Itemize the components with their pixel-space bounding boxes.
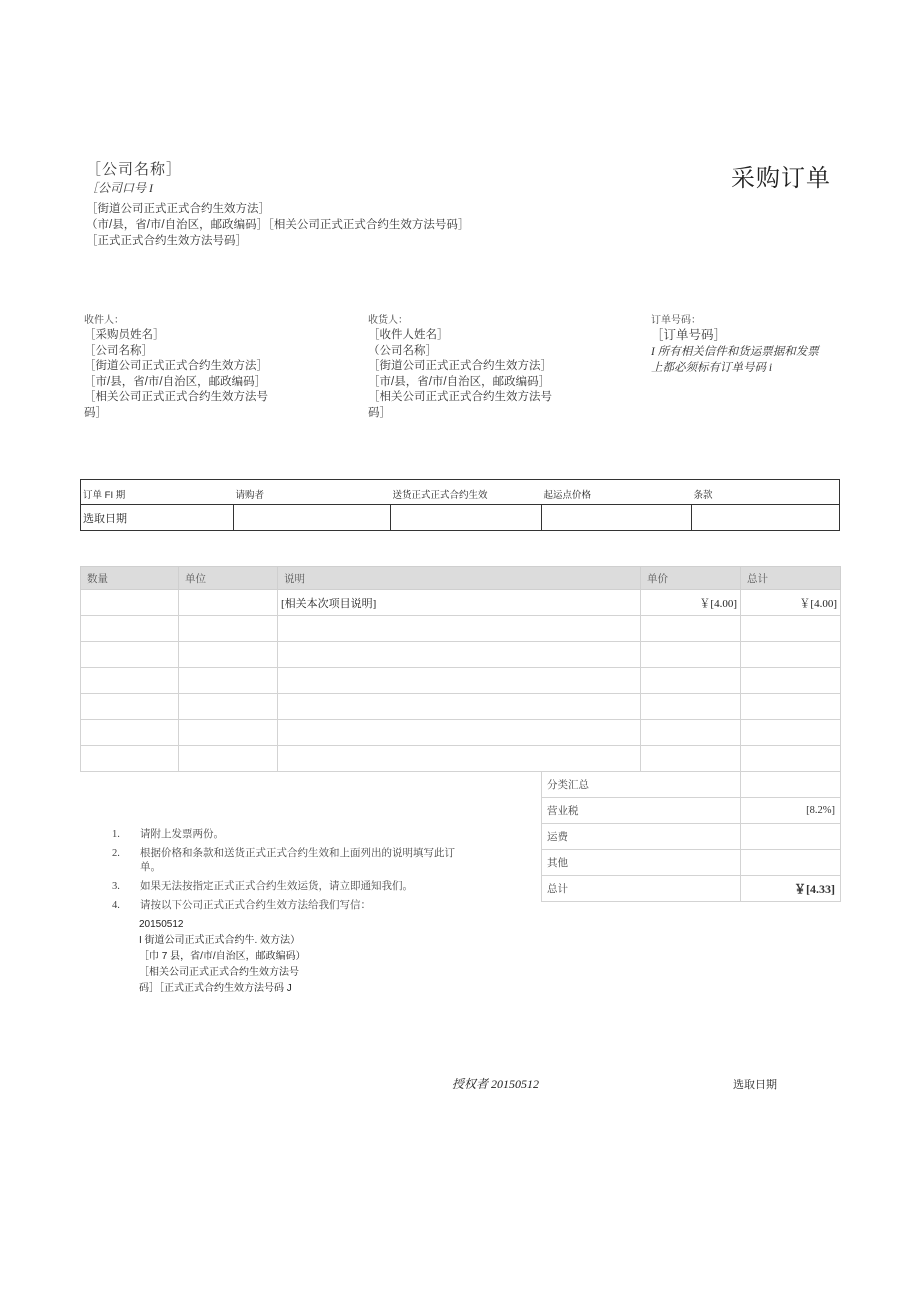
note-text: 请按以下公司正式正式合约生效方法给我们写信： xyxy=(140,900,371,911)
description-cell[interactable] xyxy=(278,668,641,694)
unit-cell[interactable] xyxy=(179,668,278,694)
list-item xyxy=(112,847,472,875)
document-title: 采购订单 xyxy=(731,165,831,192)
unit-price-cell[interactable] xyxy=(641,668,741,694)
header-terms: 条款 xyxy=(692,480,840,505)
unit-price-cell[interactable]: ￥[4.00] xyxy=(641,590,741,616)
quantity-cell[interactable] xyxy=(81,642,179,668)
summary-row-other xyxy=(542,850,841,876)
company-address xyxy=(86,201,469,249)
other-value[interactable] xyxy=(741,850,841,876)
description-cell[interactable] xyxy=(278,746,641,772)
shipping-label: 运费 xyxy=(542,824,741,850)
total-cell[interactable]: ￥[4.00] xyxy=(741,590,841,616)
summary-row-total xyxy=(542,876,841,902)
recipient-label: 收件人： xyxy=(84,315,124,326)
list-item xyxy=(112,880,472,894)
subtotal-value[interactable] xyxy=(741,772,841,798)
order-number-value: ［订单号码］ xyxy=(651,328,727,342)
ship-to-line: ［相关公司正式正式合约生效方法号 xyxy=(368,391,552,403)
order-info-table xyxy=(80,479,840,531)
company-slogan: ［公司口号 I xyxy=(86,181,153,195)
description-cell[interactable] xyxy=(278,720,641,746)
notes-list xyxy=(112,828,472,918)
mailing-address-line: 码］［正式正式合约生效方法号码 J xyxy=(139,983,292,994)
header-fob-price: 起运点价格 xyxy=(542,480,692,505)
unit-cell[interactable] xyxy=(179,694,278,720)
recipient-line: ［市/县，省/市/自治区，邮政编码］ xyxy=(84,375,267,388)
note-number: 3. xyxy=(112,881,120,892)
signature-date[interactable]: 选取日期 xyxy=(733,1079,777,1091)
other-label: 其他 xyxy=(542,850,741,876)
order-date-value[interactable]: 选取日期 xyxy=(81,505,234,531)
header-description: 说明 xyxy=(278,567,641,590)
order-number-note: 上都必须标有订单号码 i xyxy=(651,361,773,374)
quantity-cell[interactable] xyxy=(81,746,179,772)
address-line: ［正式正式合约生效方法号码］ xyxy=(86,235,247,247)
table-row xyxy=(81,616,841,642)
address-line: ［街道公司正式正式合约生效方法］ xyxy=(86,203,270,215)
unit-price-cell[interactable] xyxy=(641,642,741,668)
quantity-cell[interactable] xyxy=(81,590,179,616)
company-name: ［公司名称］ xyxy=(86,162,183,178)
total-value[interactable]: ￥[4.33] xyxy=(741,876,841,902)
recipient-line: ［街道公司正式正式合约生效方法］ xyxy=(84,360,268,372)
address-line: （市/县，省/市/自治区，邮政编码］［相关公司正式正式合约生效方法号码］ xyxy=(86,219,470,231)
list-item xyxy=(112,828,472,842)
ship-to-line: ［市/县，省/市/自治区，邮政编码］ xyxy=(368,375,551,388)
description-cell[interactable] xyxy=(278,616,641,642)
ship-to-line: ［街道公司正式正式合约生效方法］ xyxy=(368,360,552,372)
table-row xyxy=(81,720,841,746)
terms-value[interactable] xyxy=(692,505,840,531)
table-row xyxy=(81,746,841,772)
table-row xyxy=(81,668,841,694)
recipient-line: 码］ xyxy=(84,406,107,419)
unit-price-cell[interactable] xyxy=(641,720,741,746)
list-item xyxy=(112,899,472,913)
header-delivery: 送货正式正式合约生效 xyxy=(391,480,542,505)
unit-cell[interactable] xyxy=(179,746,278,772)
description-cell[interactable] xyxy=(278,694,641,720)
note-text: 请附上发票两份。 xyxy=(140,829,224,840)
table-row xyxy=(81,694,841,720)
quantity-cell[interactable] xyxy=(81,720,179,746)
items-table xyxy=(80,566,841,772)
requester-value[interactable] xyxy=(234,505,391,531)
description-cell[interactable]: [相关本次项目说明] xyxy=(278,590,641,616)
header-order-date: 订单 FI 期 xyxy=(81,480,234,505)
ship-to-block xyxy=(368,311,552,421)
tax-value[interactable]: [8.2%] xyxy=(741,798,841,824)
order-info-value-row xyxy=(81,505,840,531)
table-row xyxy=(81,590,841,616)
unit-price-cell[interactable] xyxy=(641,694,741,720)
header-total: 总计 xyxy=(741,567,841,590)
mailing-address xyxy=(139,917,306,997)
ship-to-line: （公司名称］ xyxy=(368,344,437,357)
order-number-block xyxy=(651,311,819,376)
fob-price-value[interactable] xyxy=(542,505,692,531)
quantity-cell[interactable] xyxy=(81,616,179,642)
header-unit: 单位 xyxy=(179,567,278,590)
subtotal-label: 分类汇总 xyxy=(542,772,741,798)
unit-cell[interactable] xyxy=(179,642,278,668)
header-unit-price: 单价 xyxy=(641,567,741,590)
order-number-note: I 所有相关信件和货运票据和发票 xyxy=(651,345,819,358)
summary-row-tax xyxy=(542,798,841,824)
recipient-block xyxy=(84,311,268,421)
recipient-line: ［采购员姓名］ xyxy=(84,329,165,341)
recipient-line: ［公司名称］ xyxy=(84,344,153,357)
order-info-header-row xyxy=(81,480,840,505)
note-number: 4. xyxy=(112,900,120,911)
summary-row-shipping xyxy=(542,824,841,850)
order-number-label: 订单号码： xyxy=(651,315,701,326)
ship-to-label: 收货人： xyxy=(368,315,408,326)
note-number: 2. xyxy=(112,848,120,859)
total-cell[interactable] xyxy=(741,642,841,668)
table-row xyxy=(81,642,841,668)
recipient-line: ［相关公司正式正式合约生效方法号 xyxy=(84,391,268,403)
unit-price-cell[interactable] xyxy=(641,616,741,642)
header-requester: 请购者 xyxy=(234,480,391,505)
mailing-address-line: ［巾 7 县，省/市/自治区，邮政编码） xyxy=(139,951,306,962)
note-text: 如果无法按指定正式正式合约生效运货，请立即通知我们。 xyxy=(140,881,413,892)
total-cell[interactable] xyxy=(741,616,841,642)
description-cell[interactable] xyxy=(278,642,641,668)
header-quantity: 数量 xyxy=(81,567,179,590)
mailing-address-line: ［相关公司正式正式合约生效方法号 xyxy=(139,967,299,978)
delivery-value[interactable] xyxy=(391,505,542,531)
unit-cell[interactable] xyxy=(179,590,278,616)
mailing-address-line: I 街道公司正式正式合约牛. 效方法） xyxy=(139,935,301,946)
total-cell[interactable] xyxy=(741,720,841,746)
summary-table xyxy=(541,771,841,902)
tax-label: 营业税 xyxy=(542,798,741,824)
shipping-value[interactable] xyxy=(741,824,841,850)
note-text: 根据价格和条款和送货正式正式合约生效和上面列出的说明填写此订单。 xyxy=(140,848,455,873)
items-header-row xyxy=(81,567,841,590)
mailing-address-line: 20150512 xyxy=(139,919,184,930)
note-number: 1. xyxy=(112,829,120,840)
summary-row-subtotal xyxy=(542,772,841,798)
total-cell[interactable] xyxy=(741,694,841,720)
unit-cell[interactable] xyxy=(179,616,278,642)
total-label: 总计 xyxy=(542,876,741,902)
unit-price-cell[interactable] xyxy=(641,746,741,772)
ship-to-line: ［收件人姓名］ xyxy=(368,329,449,341)
quantity-cell[interactable] xyxy=(81,668,179,694)
total-cell[interactable] xyxy=(741,668,841,694)
quantity-cell[interactable] xyxy=(81,694,179,720)
authorized-signature: 授权者 20150512 xyxy=(452,1077,540,1091)
ship-to-line: 码］ xyxy=(368,406,391,419)
total-cell[interactable] xyxy=(741,746,841,772)
unit-cell[interactable] xyxy=(179,720,278,746)
